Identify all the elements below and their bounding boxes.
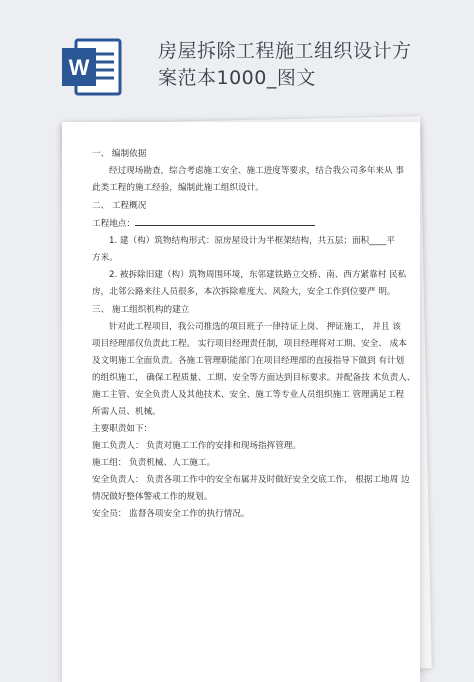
paragraph-line: 及文明施工全面负责。各施工管理职能部门在项目经理部的直接指导下做到 有计划 (92, 356, 405, 366)
duty-line: 安全负责人： 负责各项工作中的安全布属并及时做好安全交底工作， 根据工地周 边 (92, 475, 410, 485)
section-heading-3: 三、 施工组织机构的建立 (92, 305, 190, 315)
svg-text:W: W (68, 55, 90, 80)
title-line-1: 房屋拆除工程施工组织设计方 (158, 40, 412, 62)
paragraph-line: 1. 建（构）筑物结构形式：原房屋设计为半框架结构，共五层；面积____平 (109, 236, 395, 246)
paragraph-line: 所需人员、机械。 (92, 407, 161, 417)
paragraph-line: 房，北邻公路来往人员很多，本次拆除难度大、风险大，安全工作到位要严 明。 (92, 287, 396, 297)
duty-line: 施工负责人： 负责对施工工作的安排和现场指挥管理。 (92, 441, 301, 451)
paragraph-line: 2. 被拆除旧建（构）筑物周围环境，东邻建铁路立交桥、南、西方紧靠村 民私 (109, 270, 407, 280)
document-page (62, 122, 420, 682)
duty-line: 情况做好整体警戒工作的规划。 (92, 492, 213, 502)
duties-heading: 主要职责如下： (92, 424, 153, 434)
paragraph-line: 方米。 (92, 253, 118, 263)
paragraph-line: 经过现场勘查，综合考虑施工安全、施工进度等要求，结合我公司多年来从 事 (109, 166, 404, 176)
site-location-line (92, 215, 392, 233)
site-label: 工程地点： (92, 219, 135, 229)
paragraph-line: 此类工程的施工经验，编制此施工组织设计。 (92, 183, 264, 193)
site-blank (135, 215, 315, 226)
paragraph-line: 项目经理部仅负责此工程。 实行项目经理责任制，项目经理将对工期、安全、 成本 (92, 339, 407, 349)
section-heading-2: 二、 工程概况 (92, 201, 147, 211)
document-header (0, 0, 474, 118)
paragraph-line: 的组织施工， 确保工程质量、工期、安全等方面达到目标要求。并配备技 术负责人、 (92, 373, 416, 383)
paragraph-line: 针对此工程项目，我公司推选的项目班子一律持证上岗、 押证施工， 并且 该 (109, 322, 401, 332)
document-body (92, 146, 416, 523)
duty-line: 安全员： 监督各项安全工作的执行情况。 (92, 509, 250, 519)
duty-line: 施工组： 负责机械、人工施工。 (92, 458, 216, 468)
paragraph-line: 施工主管、安全负责人及其他技术、安全、施工等专业人员组织施工 管理满足工程 (92, 390, 405, 400)
word-document-icon (60, 34, 124, 98)
title-line-2: 案范本1000_图文 (158, 67, 316, 89)
section-heading-1: 一、 编制依据 (92, 149, 147, 159)
page-title (158, 38, 458, 92)
